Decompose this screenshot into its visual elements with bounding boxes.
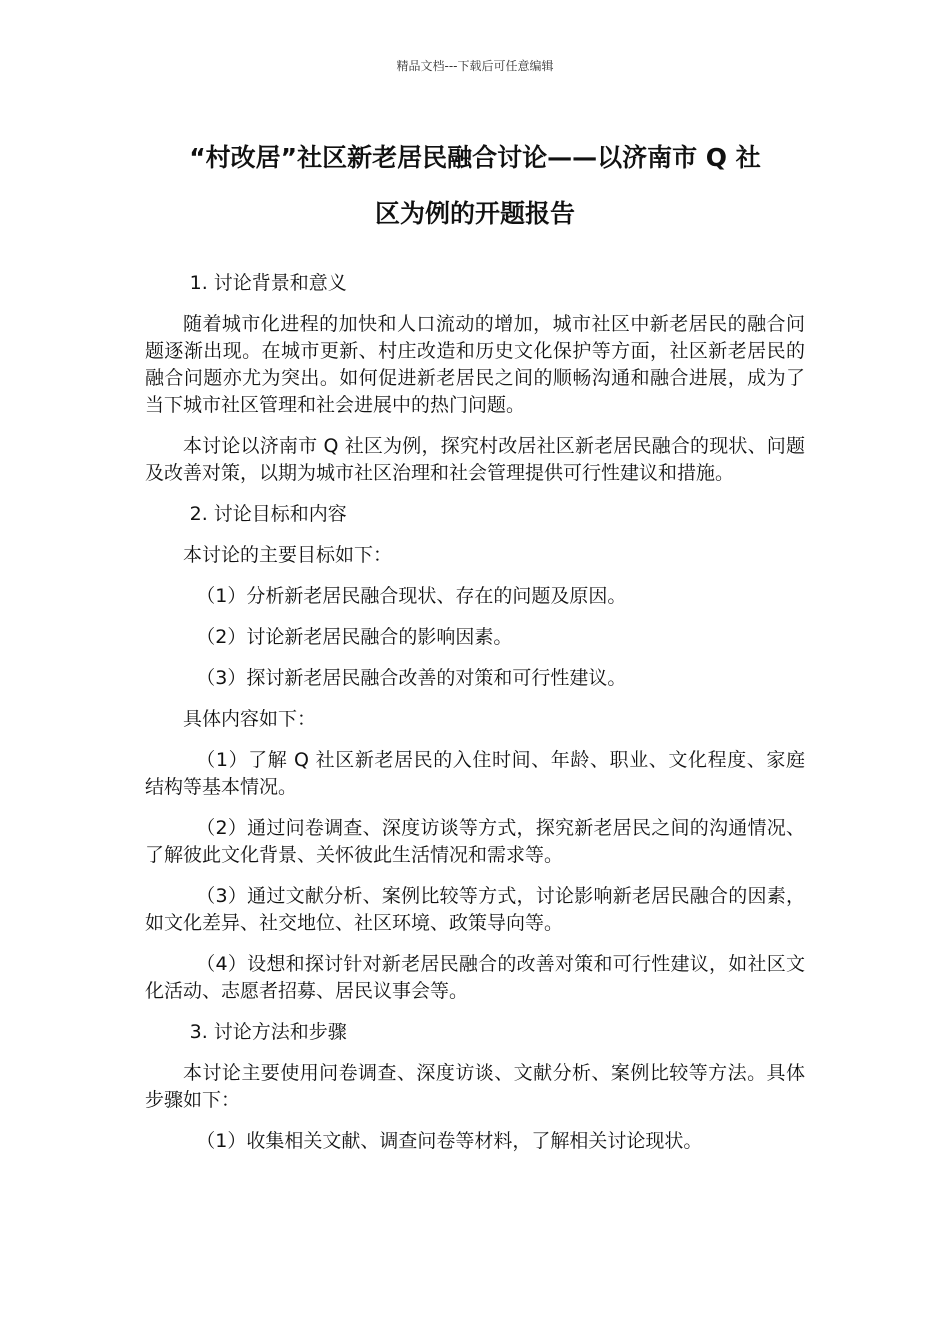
document-title xyxy=(145,130,805,242)
paragraph: 本讨论以济南市 Q 社区为例，探究村改居社区新老居民融合的现状、问题及改善对策，以期为城市社区治理和社会管理提供可行性建议和措施。 xyxy=(145,435,805,484)
section-heading-goals: 2. 讨论目标和内容 xyxy=(189,503,347,525)
page-header: 精品文档---下载后可任意编辑 xyxy=(396,59,554,73)
title-line-1: “村改居”社区新老居民融合讨论——以济南市 Q 社 xyxy=(189,143,761,172)
list-item: （1）分析新老居民融合现状、存在的问题及原因。 xyxy=(196,585,627,607)
section-heading-background: 1. 讨论背景和意义 xyxy=(189,272,347,294)
title-line-2: 区为例的开题报告 xyxy=(374,199,575,228)
paragraph: 本讨论主要使用问卷调查、深度访谈、文献分析、案例比较等方法。具体步骤如下： xyxy=(145,1062,805,1111)
list-item: （2）讨论新老居民融合的影响因素。 xyxy=(196,626,513,648)
list-item: （2）通过问卷调查、深度访谈等方式，探究新老居民之间的沟通情况、了解彼此文化背景、关怀彼此生活情况和需求等。 xyxy=(145,817,805,866)
goals-intro: 本讨论的主要目标如下： xyxy=(183,544,393,566)
paragraph: 随着城市化进程的加快和人口流动的增加，城市社区中新老居民的融合问题逐渐出现。在城市更新、村庄改造和历史文化保护等方面，社区新老居民的融合问题亦尤为突出。如何促进新老居民之间的顺畅沟通和融合进展，成为了当下城市社区管理和社会进展中的热门问题。 xyxy=(145,313,805,416)
list-item: （1）收集相关文献、调查问卷等材料，了解相关讨论现状。 xyxy=(196,1130,703,1152)
list-item: （3）通过文献分析、案例比较等方式，讨论影响新老居民融合的因素，如文化差异、社交地位、社区环境、政策导向等。 xyxy=(145,885,805,934)
list-item: （1）了解 Q 社区新老居民的入住时间、年龄、职业、文化程度、家庭结构等基本情况。 xyxy=(145,749,805,798)
content-intro: 具体内容如下： xyxy=(183,708,317,730)
list-item: （4）设想和探讨针对新老居民融合的改善对策和可行性建议，如社区文化活动、志愿者招募、居民议事会等。 xyxy=(145,953,805,1002)
list-item: （3）探讨新老居民融合改善的对策和可行性建议。 xyxy=(196,667,627,689)
section-heading-methods: 3. 讨论方法和步骤 xyxy=(189,1021,347,1043)
document-body xyxy=(145,270,805,1169)
